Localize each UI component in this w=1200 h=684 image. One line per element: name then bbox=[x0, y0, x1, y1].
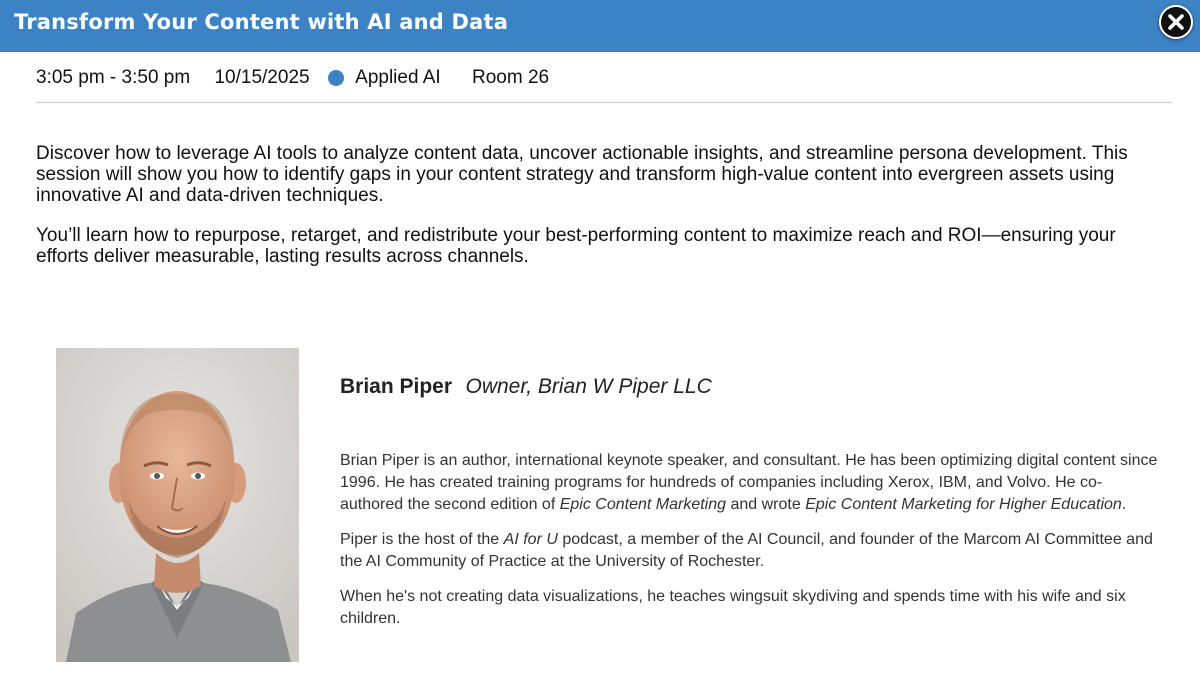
speaker-photo bbox=[56, 348, 299, 662]
bio-paragraph bbox=[340, 529, 1160, 573]
book-title: Epic Content Marketing bbox=[559, 496, 727, 513]
close-icon bbox=[1168, 14, 1184, 30]
speaker-name: Brian Piper bbox=[340, 375, 453, 398]
book-title: Epic Content Marketing for Higher Education bbox=[805, 496, 1122, 513]
session-date: 10/15/2025 bbox=[214, 67, 310, 88]
modal-header bbox=[0, 0, 1200, 52]
session-meta bbox=[36, 67, 549, 89]
bio-text: . bbox=[1121, 496, 1127, 513]
bio-text: Piper is the host of the bbox=[340, 531, 504, 548]
bio-text: Brian Piper is an author, international keynote speaker, and consultant. He has been optimizing digital content since 1996. He has created training programs for hundreds of companies including Xerox, IBM, and Volvo. He co-authored the second edition of bbox=[340, 452, 1158, 513]
speaker-header bbox=[340, 375, 712, 399]
bio-text: and wrote bbox=[726, 496, 806, 513]
speaker-title: Owner, Brian W Piper LLC bbox=[465, 375, 712, 398]
divider bbox=[36, 102, 1172, 103]
session-room: Room 26 bbox=[472, 67, 550, 88]
bio-text: podcast, a member of the AI Council, and founder of the Marcom AI Committee and the AI Community of Practice at the University of Rochester. bbox=[340, 531, 1153, 570]
description-paragraph: You’ll learn how to repurpose, retarget, and redistribute your best-performing content to maximize reach and ROI—ensuring your efforts deliver measurable, lasting results across channels. bbox=[36, 225, 1116, 267]
track-color-dot bbox=[328, 70, 344, 86]
close-button[interactable] bbox=[1159, 5, 1193, 39]
session-track: Applied AI bbox=[355, 67, 441, 88]
session-title: Transform Your Content with AI and Data bbox=[14, 10, 509, 34]
description-paragraph: Discover how to leverage AI tools to analyze content data, uncover actionable insights, and streamline persona development. This session will show you how to identify gaps in your content strategy and transform high-value content into evergreen assets using innovative AI and data-driven techniques. bbox=[36, 143, 1128, 206]
speaker-portrait-image bbox=[56, 348, 299, 662]
session-description bbox=[36, 143, 1156, 286]
podcast-title: AI for U bbox=[503, 531, 558, 548]
speaker-bio bbox=[340, 450, 1160, 643]
bio-paragraph: When he's not creating data visualizations, he teaches wingsuit skydiving and spends time with his wife and six children. bbox=[340, 588, 1126, 627]
bio-paragraph bbox=[340, 450, 1160, 516]
session-time: 3:05 pm - 3:50 pm bbox=[36, 67, 191, 88]
